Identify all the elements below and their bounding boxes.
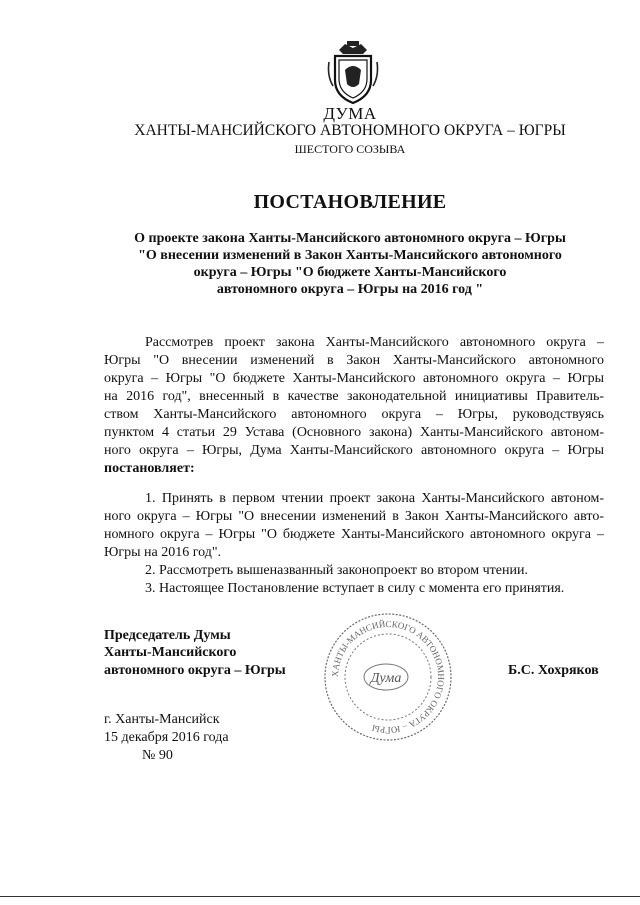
- organization-region: ХАНТЫ-МАНСИЙСКОГО АВТОНОМНОГО ОКРУГА – ЮГРЫ: [134, 122, 566, 139]
- preamble-line: ного округа – Югры, Дума Ханты-Мансийского автономного округа – Югры: [104, 443, 604, 458]
- document-title: ПОСТАНОВЛЕНИЕ: [253, 191, 447, 213]
- preamble-line: округа – Югры "О бюджете Ханты-Мансийского автономного округа – Югры: [104, 371, 604, 386]
- organization-name: ДУМА: [323, 104, 377, 123]
- preamble-line: Рассмотрев проект закона Ханты-Мансийского автономного округа –: [145, 335, 604, 350]
- preamble-line: ством Ханты-Мансийского автономного округа – Югры, руководствуясь: [104, 407, 604, 422]
- signatory-position: Ханты-Мансийского: [104, 645, 237, 660]
- resolves-label: постановляет:: [104, 461, 195, 476]
- official-stamp: [322, 611, 454, 743]
- subject-line: "О внесении изменений в Закон Ханты-Мансийского автономного: [138, 248, 562, 263]
- date: 15 декабря 2016 года: [104, 730, 229, 745]
- document-number: № 90: [142, 748, 173, 763]
- signatory-name: Б.С. Хохряков: [508, 663, 599, 678]
- stamp-ring-text: ХАНТЫ-МАНСИЙСКОГО АВТОНОМНОГО ОКРУГА – ЮГРЫ: [329, 618, 447, 736]
- resolution-item-1: Югры на 2016 год".: [104, 545, 222, 560]
- preamble-line: пунктом 4 статьи 29 Устава (Основного закона) Ханты-Мансийского автоном-: [104, 425, 604, 440]
- coat-of-arms-icon: [325, 40, 381, 106]
- city: г. Ханты-Мансийск: [104, 712, 220, 727]
- page-edge-line: [0, 896, 640, 897]
- signatory-position: Председатель Думы: [104, 628, 231, 643]
- signatory-position: автономного округа – Югры: [104, 663, 286, 678]
- stamp-center-text: Дума: [370, 671, 402, 686]
- resolution-item-1: 1. Принять в первом чтении проект закона Ханты-Мансийского автоном-: [145, 491, 604, 506]
- resolution-item-3: 3. Настоящее Постановление вступает в силу с момента его принятия.: [145, 581, 565, 596]
- resolution-item-1: ного округа – Югры "О внесении изменений в Закон Ханты-Мансийского авто-: [104, 509, 604, 524]
- subject-line: автономного округа – Югры на 2016 год ": [216, 282, 484, 297]
- resolution-item-1: номного округа – Югры "О бюджете Ханты-Мансийского автономного округа –: [104, 527, 604, 542]
- resolution-item-2: 2. Рассмотреть вышеназванный законопроект во втором чтении.: [145, 563, 528, 578]
- subject-line: О проекте закона Ханты-Мансийского автономного округа – Югры: [134, 231, 566, 246]
- organization-convocation: ШЕСТОГО СОЗЫВА: [294, 142, 406, 156]
- preamble-line: на 2016 год", внесенный в качестве законодательной инициативы Правитель-: [104, 389, 604, 404]
- preamble-line: Югры "О внесении изменений в Закон Ханты-Мансийского автономного: [104, 353, 604, 368]
- subject-line: округа – Югры "О бюджете Ханты-Мансийского: [193, 265, 507, 280]
